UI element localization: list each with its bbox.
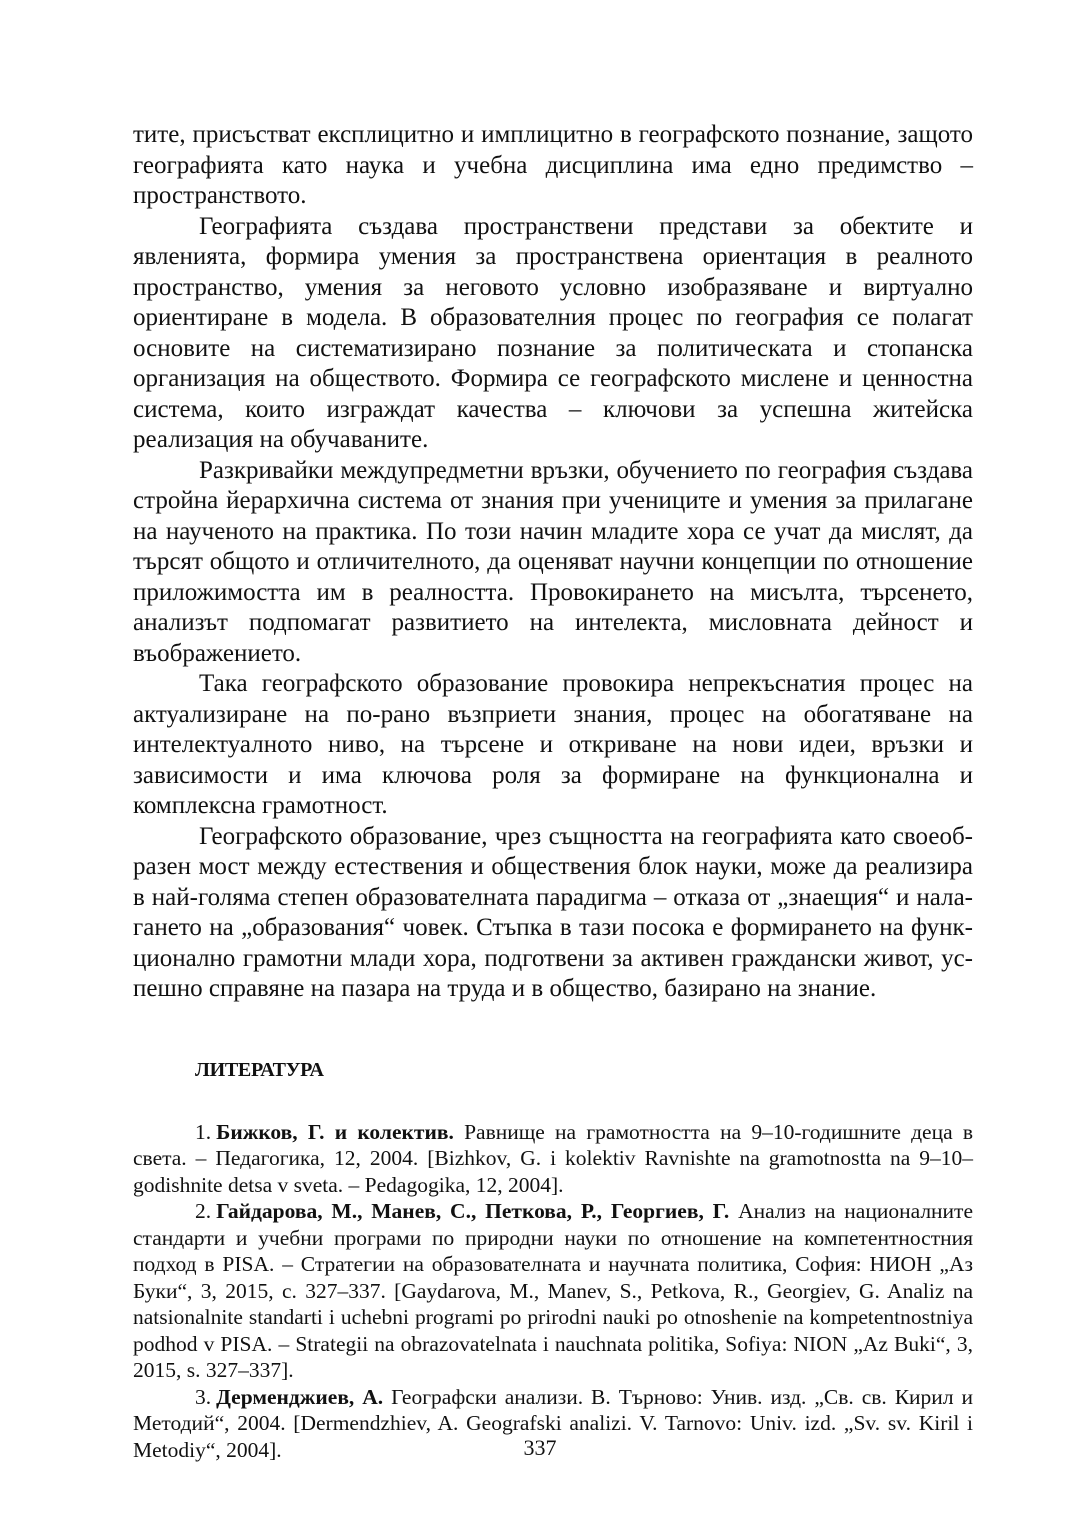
reference-item: [133, 1198, 973, 1384]
paragraph: Географското образование, чрез същността на географията като своеобразен мост между естествения и обществения блок науки, може да реализира в най-голяма степен образователната парадигма – отказа от „знаещия“ и налагането на „образования“ човек. Стъпка в тази посока е формирането на функционално грамотни млади хора, подготвени за активен граждански живот, успешно справяне на пазара на труда и в общество, базирано на знание.: [133, 822, 973, 1002]
reference-number: 3.: [195, 1384, 212, 1409]
reference-authors: Бижков, Г. и колектив.: [216, 1119, 454, 1144]
reference-text: Равнище на грамотността на 9–10-годишните деца в света. – Педагогика, 12, 2004. [Bizhkov, G. i kolektiv Ravnishte na gramotnostta na 9–10–godishnite detsa v sveta. – Pedagogika, 12, 2004].: [133, 1119, 974, 1197]
body-text: [133, 120, 973, 1005]
paragraph: Така географското образование провокира непрекъснатия процес на актуализиране на по-рано възприети знания, процес на обогатяване на интелектуалното ниво, на търсене и откриване на нови идеи, връзки и зависимости и има ключова роля за формиране на функционална и комплексна грамотност.: [133, 670, 973, 819]
reference-number: 2.: [195, 1199, 212, 1223]
reference-authors: Дерменджиев, А.: [216, 1384, 384, 1409]
references-list: [133, 1119, 973, 1464]
reference-number: 1.: [195, 1119, 212, 1144]
page-content: [133, 120, 973, 1463]
paragraph: Разкривайки междупредметни връзки, обучението по география създава стройна йерархична система от знания при учениците и умения за прилагане на наученото на практика. По този начин младите хора се учат да мислят, да търсят общото и отличителното, да оценяват научни концепции по отношение приложимостта им в реалността. Провокирането на мисълта, търсенето, анализът подпомагат развитието на интелекта, мисловната дейност и въображението.: [133, 456, 973, 667]
page-number: 337: [523, 1435, 557, 1460]
paragraph: тите, присъстват експлицитно и имплицитно в географското познание, защото географията като наука и учебна дисциплина има едно предимство – пространството.: [133, 121, 973, 209]
references-heading: ЛИТЕРАТУРА: [195, 1058, 324, 1081]
reference-item: [133, 1119, 973, 1199]
reference-text: Географски анализи. В. Търново: Унив. изд. „Св. св. Кирил и Методий“, 2004. [Dermendzhiev, A. Geografski analizi. V. Tarnovo: Univ. izd. „Sv. sv. Kiril i Metodiy“, 2004].: [133, 1384, 973, 1462]
reference-authors: Гайдарова, М., Манев, С., Петкова, Р., Георгиев, Г.: [216, 1199, 730, 1223]
reference-text: Анализ на националните стандарти и учебни програми по природни науки по отношение на компетентностния подход в PISA. – Стратегии на образователната и научната политика, София: НИОН „Аз Буки“, 3, 2015, с. 327–337. [Gaydarova, M., Manev, S., Petkova, R., Georgiev, G. Analiz na natsionalnite standarti i uchebni programi po prirodni nauki po otnoshenie na kompetentnostniya podhod v PISA. – Strategii na obrazovatelnata i nauchnata politika, Sofiya: NION „Az Buki“, 3, 2015, s. 327–337].: [133, 1199, 973, 1382]
paragraph: Географията създава пространствени представи за обектите и явленията, формира умения за пространствена ориентация в реалното пространство, умения за неговото условно изобразяване и виртуално ориентиране в модела. В образователния процес по география се полагат основите на систематизирано познание за политическата и стопанска организация на обществото. Формира се географското мислене и ценностна система, които изграждат качества – ключови за успешна житейска реализация на обучаваните.: [133, 212, 973, 453]
